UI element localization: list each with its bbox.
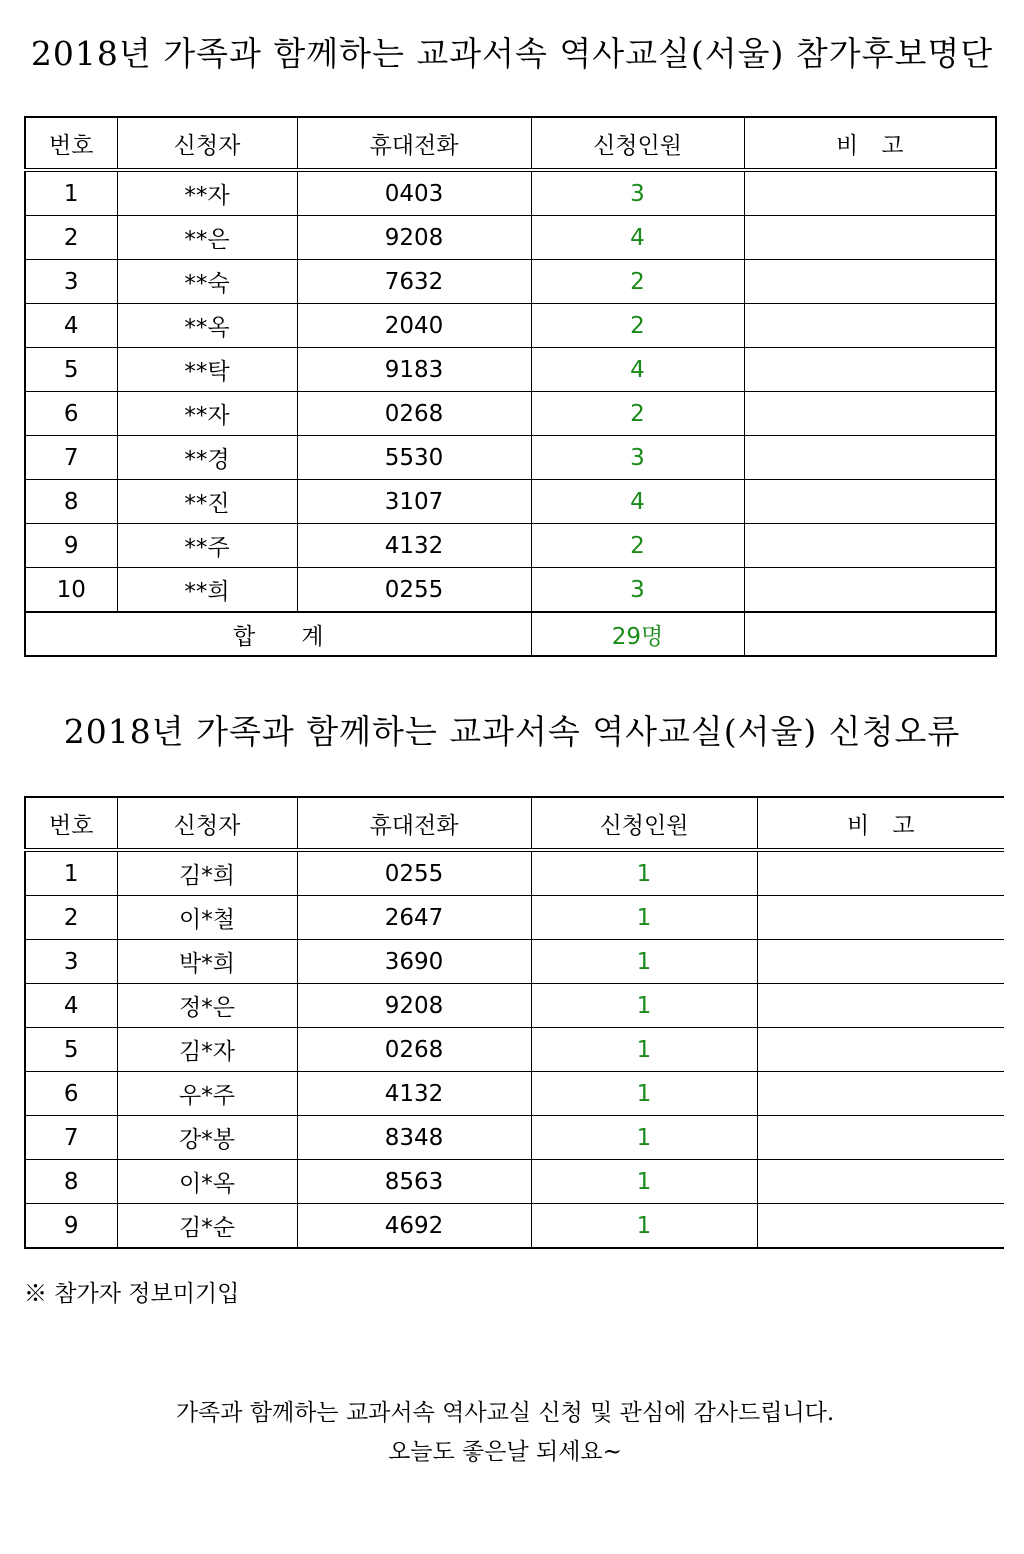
table-row [25, 304, 996, 348]
cell-number: 5 [25, 348, 117, 392]
cell-count: 1 [531, 940, 757, 984]
table-row [25, 436, 996, 480]
cell-remarks [757, 1160, 1004, 1204]
cell-phone: 7632 [297, 260, 531, 304]
cell-count: 1 [531, 1072, 757, 1116]
table-row [25, 850, 1004, 896]
cell-number: 2 [25, 216, 117, 260]
cell-phone: 9208 [297, 984, 531, 1028]
table-row [25, 1116, 1004, 1160]
table-row [25, 260, 996, 304]
cell-remarks [744, 568, 996, 613]
cell-phone: 3690 [297, 940, 531, 984]
cell-phone: 0268 [297, 392, 531, 436]
cell-count: 1 [531, 1160, 757, 1204]
cell-count: 3 [531, 170, 744, 216]
table-row [25, 940, 1004, 984]
cell-applicant: 우*주 [117, 1072, 297, 1116]
cell-number: 10 [25, 568, 117, 613]
cell-remarks [744, 260, 996, 304]
cell-phone: 8563 [297, 1160, 531, 1204]
table-row [25, 896, 1004, 940]
cell-remarks [744, 304, 996, 348]
cell-remarks [757, 1028, 1004, 1072]
cell-number: 9 [25, 524, 117, 568]
table-row [25, 392, 996, 436]
cell-phone: 0255 [297, 850, 531, 896]
header-number: 번호 [25, 117, 117, 170]
cell-number: 9 [25, 1204, 117, 1249]
table-row [25, 568, 996, 613]
table-row [25, 480, 996, 524]
cell-remarks [744, 216, 996, 260]
cell-applicant: **진 [117, 480, 297, 524]
cell-applicant: **희 [117, 568, 297, 613]
total-remarks [744, 612, 996, 656]
cell-phone: 0255 [297, 568, 531, 613]
cell-applicant: **숙 [117, 260, 297, 304]
cell-phone: 0268 [297, 1028, 531, 1072]
header-number: 번호 [25, 797, 117, 850]
cell-phone: 0403 [297, 170, 531, 216]
header-count: 신청인원 [531, 797, 757, 850]
cell-phone: 3107 [297, 480, 531, 524]
cell-count: 2 [531, 260, 744, 304]
candidate-table [24, 116, 997, 657]
cell-remarks [744, 480, 996, 524]
table-row [25, 984, 1004, 1028]
cell-count: 1 [531, 984, 757, 1028]
cell-number: 1 [25, 170, 117, 216]
header-applicant: 신청자 [117, 117, 297, 170]
error-list-title: 2018년 가족과 함께하는 교과서속 역사교실(서울) 신청오류 [63, 712, 961, 751]
cell-number: 7 [25, 436, 117, 480]
header-remarks: 비 고 [757, 797, 1004, 850]
cell-count: 2 [531, 524, 744, 568]
cell-number: 4 [25, 304, 117, 348]
cell-number: 8 [25, 1160, 117, 1204]
cell-remarks [757, 984, 1004, 1028]
cell-number: 8 [25, 480, 117, 524]
cell-applicant: 김*희 [117, 850, 297, 896]
cell-phone: 5530 [297, 436, 531, 480]
cell-phone: 9208 [297, 216, 531, 260]
cell-remarks [757, 1116, 1004, 1160]
header-applicant: 신청자 [117, 797, 297, 850]
cell-remarks [744, 348, 996, 392]
cell-phone: 4132 [297, 524, 531, 568]
cell-applicant: 박*희 [117, 940, 297, 984]
cell-remarks [757, 850, 1004, 896]
cell-remarks [757, 1072, 1004, 1116]
table-row [25, 1028, 1004, 1072]
cell-applicant: **옥 [117, 304, 297, 348]
cell-phone: 4132 [297, 1072, 531, 1116]
header-remarks: 비 고 [744, 117, 996, 170]
error-table-header [25, 797, 1004, 850]
cell-count: 2 [531, 392, 744, 436]
cell-count: 4 [531, 348, 744, 392]
cell-number: 7 [25, 1116, 117, 1160]
header-phone: 휴대전화 [297, 117, 531, 170]
cell-number: 6 [25, 1072, 117, 1116]
cell-number: 6 [25, 392, 117, 436]
cell-applicant: 이*철 [117, 896, 297, 940]
cell-applicant: 강*봉 [117, 1116, 297, 1160]
closing-greeting: 오늘도 좋은날 되세요~ [388, 1439, 622, 1465]
cell-number: 2 [25, 896, 117, 940]
cell-phone: 2040 [297, 304, 531, 348]
cell-count: 1 [531, 1028, 757, 1072]
cell-number: 3 [25, 940, 117, 984]
table-row [25, 1160, 1004, 1204]
cell-number: 1 [25, 850, 117, 896]
cell-remarks [757, 896, 1004, 940]
cell-applicant: 김*순 [117, 1204, 297, 1249]
cell-applicant: 정*은 [117, 984, 297, 1028]
candidate-table-header [25, 117, 996, 170]
cell-count: 2 [531, 304, 744, 348]
cell-remarks [744, 524, 996, 568]
cell-applicant: **탁 [117, 348, 297, 392]
cell-count: 1 [531, 850, 757, 896]
cell-remarks [744, 392, 996, 436]
cell-number: 3 [25, 260, 117, 304]
table-row [25, 216, 996, 260]
cell-count: 1 [531, 1116, 757, 1160]
cell-number: 4 [25, 984, 117, 1028]
table-row [25, 348, 996, 392]
cell-count: 3 [531, 568, 744, 613]
cell-remarks [757, 940, 1004, 984]
total-row [25, 612, 996, 656]
cell-count: 1 [531, 896, 757, 940]
cell-applicant: **은 [117, 216, 297, 260]
cell-count: 3 [531, 436, 744, 480]
error-table [24, 796, 1004, 1249]
cell-phone: 2647 [297, 896, 531, 940]
cell-applicant: 김*자 [117, 1028, 297, 1072]
table-row [25, 1204, 1004, 1249]
cell-applicant: **주 [117, 524, 297, 568]
candidate-list-title: 2018년 가족과 함께하는 교과서속 역사교실(서울) 참가후보명단 [30, 34, 994, 73]
cell-phone: 4692 [297, 1204, 531, 1249]
footnote: ※ 참가자 정보미기입 [24, 1281, 240, 1307]
table-row [25, 170, 996, 216]
closing-message: 가족과 함께하는 교과서속 역사교실 신청 및 관심에 감사드립니다. [175, 1400, 835, 1426]
cell-count: 4 [531, 480, 744, 524]
header-count: 신청인원 [531, 117, 744, 170]
cell-phone: 9183 [297, 348, 531, 392]
cell-applicant: **경 [117, 436, 297, 480]
table-row [25, 524, 996, 568]
cell-count: 4 [531, 216, 744, 260]
cell-applicant: **자 [117, 392, 297, 436]
total-label: 합 계 [25, 612, 531, 656]
cell-remarks [744, 436, 996, 480]
cell-number: 5 [25, 1028, 117, 1072]
table-row [25, 1072, 1004, 1116]
cell-applicant: **자 [117, 170, 297, 216]
cell-remarks [744, 170, 996, 216]
cell-applicant: 이*옥 [117, 1160, 297, 1204]
total-value: 29명 [531, 612, 744, 656]
header-phone: 휴대전화 [297, 797, 531, 850]
cell-phone: 8348 [297, 1116, 531, 1160]
cell-remarks [757, 1204, 1004, 1249]
cell-count: 1 [531, 1204, 757, 1249]
